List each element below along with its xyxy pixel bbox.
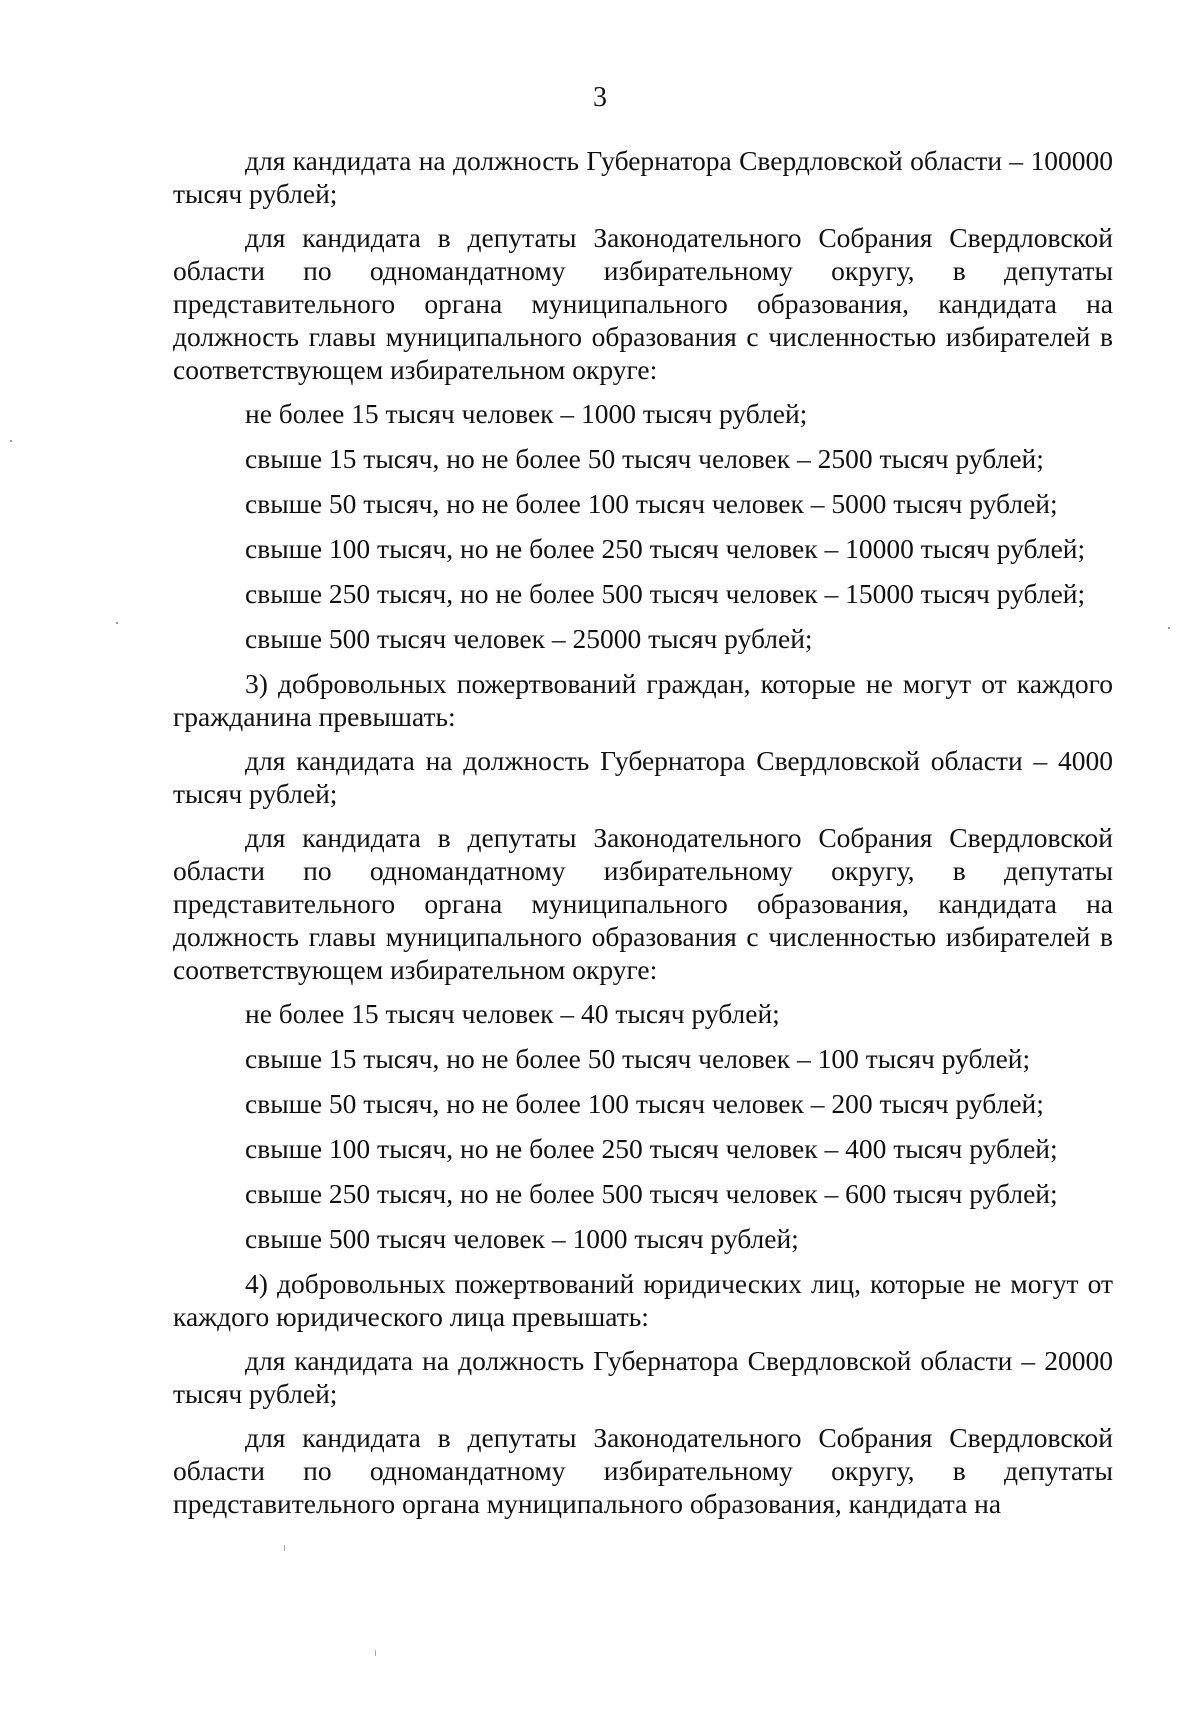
list-item: свыше 15 тысяч, но не более 50 тысяч человек – 100 тысяч рублей; <box>245 1043 1031 1074</box>
list-item: свыше 250 тысяч, но не более 500 тысяч человек – 15000 тысяч рублей; <box>245 578 1086 609</box>
list-item: свыше 50 тысяч, но не более 100 тысяч человек – 5000 тысяч рублей; <box>245 488 1058 519</box>
scan-speck <box>1168 627 1170 629</box>
scan-speck <box>116 622 118 624</box>
list-item: свыше 100 тысяч, но не более 250 тысяч человек – 400 тысяч рублей; <box>245 1133 1058 1164</box>
scan-speck <box>10 440 12 442</box>
paragraph: для кандидата в депутаты Законодательного Собрания Свердловской области по одномандатному избирательному округу, в депутаты представительного органа муниципального образования, кандидата на должность главы муниципального образования с численностью избирателей в соответствующем избирательном округе: <box>173 822 1113 985</box>
paragraph: для кандидата в депутаты Законодательного Собрания Свердловской области по одномандатному избирательному округу, в депутаты представительного органа муниципального образования, кандидата на <box>173 1422 1113 1519</box>
list-item: не более 15 тысяч человек – 1000 тысяч рублей; <box>245 398 808 429</box>
paragraph: для кандидата на должность Губернатора Свердловской области – 20000 тысяч рублей; <box>173 1345 1113 1409</box>
paragraph: 4) добровольных пожертвований юридических лиц, которые не могут от каждого юридического лица превышать: <box>173 1268 1113 1332</box>
paragraph: 3) добровольных пожертвований граждан, которые не могут от каждого гражданина превышать: <box>173 668 1113 732</box>
page-number: 3 <box>593 82 607 113</box>
list-item: не более 15 тысяч человек – 40 тысяч рублей; <box>245 998 780 1029</box>
list-item: свыше 250 тысяч, но не более 500 тысяч человек – 600 тысяч рублей; <box>245 1178 1058 1209</box>
paragraph: для кандидата на должность Губернатора Свердловской области – 100000 тысяч рублей; <box>173 145 1113 209</box>
paragraph: для кандидата в депутаты Законодательного Собрания Свердловской области по одномандатному избирательному округу, в депутаты представительного органа муниципального образования, кандидата на должность главы муниципального образования с численностью избирателей в соответствующем избирательном округе: <box>173 222 1113 385</box>
list-item: свыше 50 тысяч, но не более 100 тысяч человек – 200 тысяч рублей; <box>245 1088 1044 1119</box>
scan-mark <box>375 1650 376 1656</box>
list-item: свыше 500 тысяч человек – 1000 тысяч рублей; <box>245 1223 799 1254</box>
list-item: свыше 15 тысяч, но не более 50 тысяч человек – 2500 тысяч рублей; <box>245 443 1044 474</box>
scan-mark <box>284 1545 285 1551</box>
list-item: свыше 100 тысяч, но не более 250 тысяч человек – 10000 тысяч рублей; <box>245 533 1086 564</box>
document-body <box>173 144 1113 1531</box>
paragraph: для кандидата на должность Губернатора Свердловской области – 4000 тысяч рублей; <box>173 745 1113 809</box>
list-item: свыше 500 тысяч человек – 25000 тысяч рублей; <box>245 623 813 654</box>
